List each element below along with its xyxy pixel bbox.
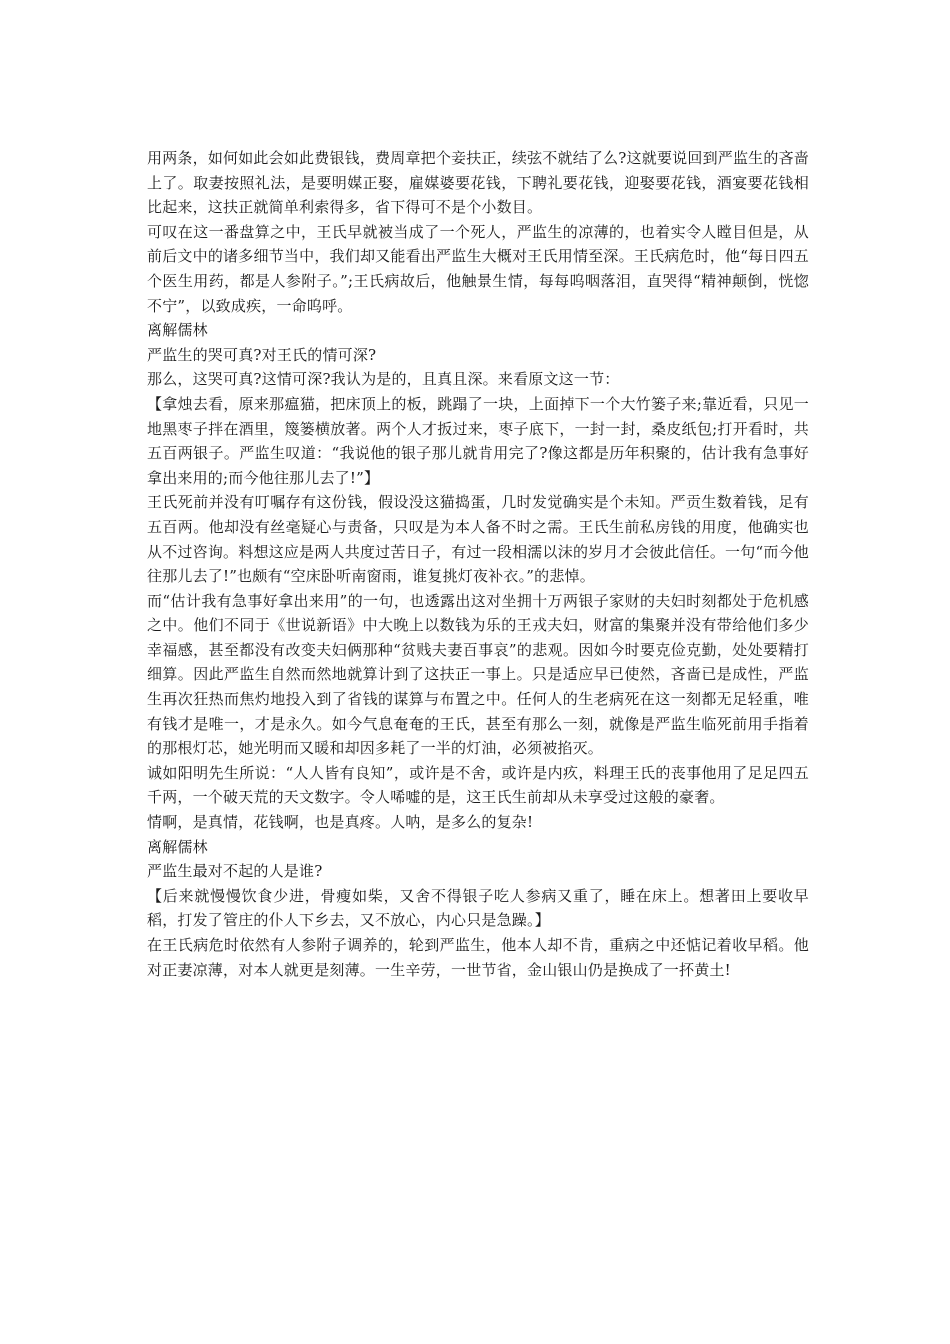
section-question: 严监生最对不起的人是谁? (147, 862, 323, 881)
paragraph-crisis: 而“估计我有急事好拿出来用”的一句，也透露出这对坐拥十万两银子家财的夫妇时刻都处于危机感之中。他们不同于《世说新语》中大晚上以数钱为乐的王戎夫妇，财富的集聚并没有带给他们多少幸福感，甚至都没有改变夫妇俩那种“贫贱夫妻百事哀”的悲观。因如今时要克俭克勤，处处要精打细算。因此严监生自然而然地就算计到了这扶正一事上。只是适应早已使然，吝啬已是成性，严监生再次狂热而焦灼地投入到了省钱的谋算与布置之中。任何人的生老病死在这一刻都无足轻重，唯有钱才是唯一，才是永久。如今气息奄奄的王氏，甚至有那么一刻，就像是严监生临死前用手指着的那根灯芯，她光明而又暖和却因多耗了一半的灯油，必须被掐灭。 (147, 591, 809, 758)
section-label: 离解儒林 (147, 837, 208, 856)
paragraph-wang-illness: 可叹在这一番盘算之中，王氏早就被当成了一个死人，严监生的凉薄的，也着实令人瞠目但是，从前后文中的诸多细节当中，我们却又能看出严监生大概对王氏用情至深。王氏病危时，他“每日四五个医生用药，都是人参附子。”;王氏病故后，他触景生情，每每呜咽落泪，直哭得“精神颠倒，恍惚不宁”，以致成疾，一命呜呼。 (147, 222, 809, 315)
section-label: 离解儒林 (147, 321, 208, 340)
quote-cat-silver: 【拿烛去看，原来那瘟猫，把床顶上的板，跳蹋了一块，上面掉下一个大竹篓子来;靠近看，只见一地黑枣子拌在酒里，篾篓横放著。两个人才扳过来，枣子底下，一封一封，桑皮纸包;打开看时，共五百两银子。严监生叹道：“我说他的银子那儿就肯用完了?像这都是历年积聚的，估计我有急事好拿出来用的;而今他往那儿去了!”】 (147, 394, 809, 487)
section-question: 严监生的哭可真?对王氏的情可深? (147, 345, 377, 364)
quote-illness: 【后来就慢慢饮食少进，骨瘦如柴，又舍不得银子吃人参病又重了，睡在床上。想著田上要收早稻，打发了管庄的仆人下乡去，又不放心，内心只是急躁。】 (147, 886, 809, 930)
paragraph-trust: 王氏死前并没有叮嘱存有这份钱，假设没这猫捣蛋，几时发觉确实是个未知。严贡生数着钱，足有五百两。他却没有丝毫疑心与责备，只叹是为本人备不时之需。王氏生前私房钱的用度，他确实也从不过咨询。料想这应是两人共度过苦日子，有过一段相濡以沫的岁月才会彼此信任。一句“而今他往那儿去了!”也颇有“空床卧听南窗雨，谁复挑灯夜补衣。”的悲悼。 (147, 493, 809, 586)
paragraph-conclusion: 在王氏病危时依然有人参附子调养的，轮到严监生，他本人却不肯，重病之中还惦记着收早稻。他对正妻凉薄，对本人就更是刻薄。一生辛劳，一世节省，金山银山仍是换成了一抔黄土! (147, 936, 809, 979)
paragraph-answer: 那么，这哭可真?这情可深?我认为是的，且真且深。来看原文这一节： (147, 370, 620, 389)
paragraph-intro-cost: 用两条，如何如此会如此费银钱，费周章把个妾扶正，续弦不就结了么?这就要说回到严监生的吝啬上了。取妻按照礼法，是要明媒正娶，雇媒婆要花钱，下聘礼要花钱，迎娶要花钱，酒宴要花钱相比起来，这扶正就简单利索得多，省下得可不是个小数目。 (147, 149, 809, 217)
document-body (147, 146, 809, 982)
paragraph-funeral: 诚如阳明先生所说：“人人皆有良知”，或许是不舍，或许是内疚，料理王氏的丧事他用了足足四五千两，一个破天荒的天文数字。令人唏嘘的是，这王氏生前却从未享受过这般的豪奢。 (147, 763, 809, 807)
paragraph-complexity: 情啊，是真情，花钱啊，也是真疼。人呐，是多么的复杂! (147, 813, 534, 832)
